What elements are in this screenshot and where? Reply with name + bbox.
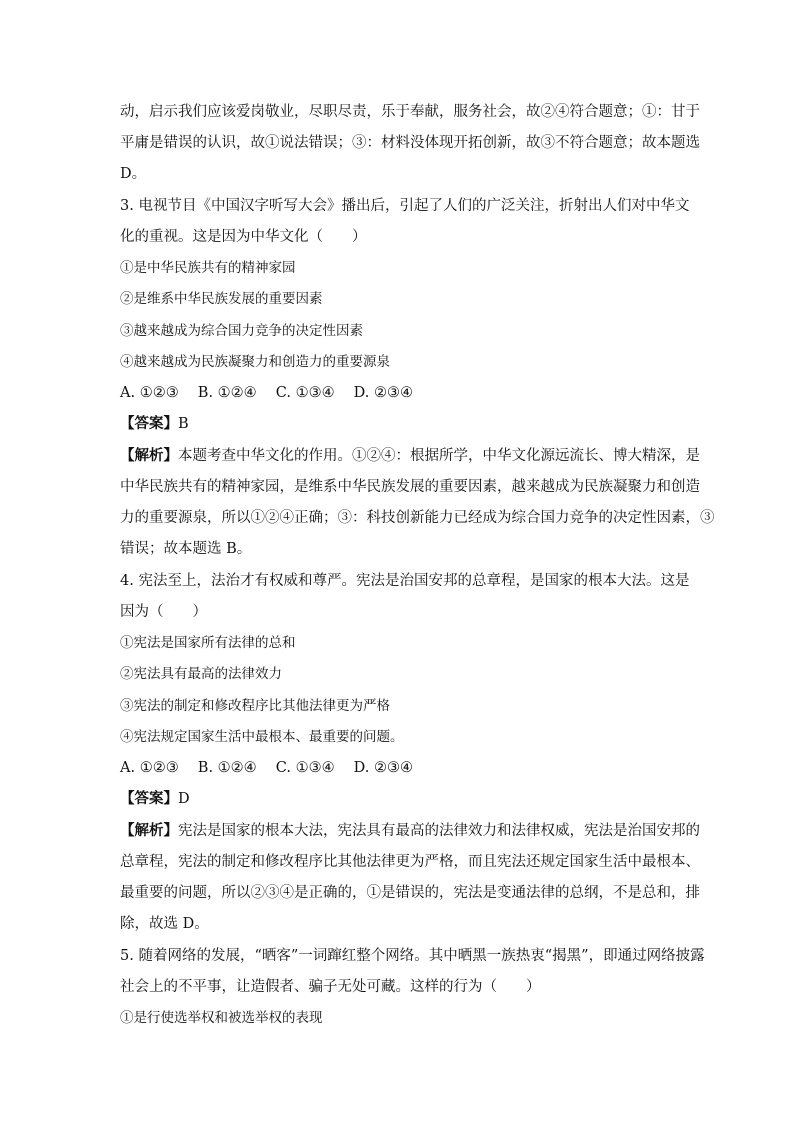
q4-analysis-line-4: 除，故选 D。 [120, 916, 209, 932]
q3-analysis-text-1: 本题考查中华文化的作用。①②④：根据所学，中华文化源远流长、博大精深，是 [178, 448, 700, 464]
q4-stem-line-2: 因为（ ） [120, 604, 207, 620]
q3-option-3: ③越来越成为综合国力竞争的决定性因素 [120, 323, 363, 339]
q3-analysis-line-3: 力的重要源泉，所以①②④正确；③：科技创新能力已经成为综合国力竞争的决定性因素，③ [120, 510, 715, 526]
q4-analysis-line-3: 最重要的问题，所以②③④是正确的，①是错误的，宪法是变通法律的总纲，不是总和，排 [120, 885, 700, 901]
q3-stem-line-1: 3. 电视节目《中国汉字听写大会》播出后，引起了人们的广泛关注，折射出人们对中华文 [120, 198, 690, 214]
q4-option-4: ④宪法规定国家生活中最根本、最重要的问题。 [120, 729, 404, 745]
q4-analysis-line-1 [120, 821, 700, 841]
intro-line-2: 平庸是错误的认识，故①说法错误；③：材料没体现开拓创新，故③不符合题意；故本题选 [120, 135, 700, 151]
q4-option-2: ②宪法具有最高的法律效力 [120, 666, 282, 682]
q3-stem-line-2: 化的重视。这是因为中华文化（ ） [120, 229, 367, 245]
q4-answer-label: 【答案】 [120, 790, 178, 807]
q5-stem-line-1: 5. 随着网络的发展，“晒客”一词蹿红整个网络。其中晒黑一族热衷“揭黑”，即通过网络披露 [120, 948, 705, 964]
q3-analysis-line-1 [120, 446, 700, 466]
q4-stem-line-1: 4. 宪法至上，法治才有权威和尊严。宪法是治国安邦的总章程，是国家的根本大法。这是 [120, 573, 690, 589]
q5-option-1: ①是行使选举权和被选举权的表现 [120, 1010, 323, 1026]
intro-line-1: 动，启示我们应该爱岗敬业，尽职尽责，乐于奉献，服务社会，故②④符合题意；①：甘于 [120, 104, 700, 120]
q3-option-4: ④越来越成为民族凝聚力和创造力的重要源泉 [120, 354, 390, 370]
q3-answer-label: 【答案】 [120, 415, 178, 432]
intro-line-3: D。 [120, 166, 147, 182]
q3-option-1: ①是中华民族共有的精神家园 [120, 260, 296, 276]
q4-analysis-text-1: 宪法是国家的根本大法，宪法具有最高的法律效力和法律权威，宪法是治国安邦的 [178, 823, 700, 839]
q3-analysis-line-4: 错误；故本题选 B。 [120, 541, 252, 557]
q3-answer-value: B [178, 416, 189, 432]
q5-stem-line-2: 社会上的不平事，让造假者、骗子无处可藏。这样的行为（ ） [120, 979, 541, 995]
q3-answer [120, 414, 189, 434]
q4-option-3: ③宪法的制定和修改程序比其他法律更为严格 [120, 698, 390, 714]
q3-analysis-line-2: 中华民族共有的精神家园，是维系中华民族发展的重要因素，越来越成为民族凝聚力和创造 [120, 479, 700, 495]
q4-choices: A. ①②③ B. ①②④ C. ①③④ D. ②③④ [120, 760, 414, 776]
q4-answer-value: D [178, 791, 190, 807]
q3-option-2: ②是维系中华民族发展的重要因素 [120, 291, 323, 307]
q4-option-1: ①宪法是国家所有法律的总和 [120, 635, 296, 651]
q4-analysis-label: 【解析】 [120, 822, 178, 839]
q4-answer [120, 789, 190, 809]
q3-analysis-label: 【解析】 [120, 447, 178, 464]
q3-choices: A. ①②③ B. ①②④ C. ①③④ D. ②③④ [120, 385, 414, 401]
q4-analysis-line-2: 总章程，宪法的制定和修改程序比其他法律更为严格，而且宪法还规定国家生活中最根本、 [120, 854, 700, 870]
